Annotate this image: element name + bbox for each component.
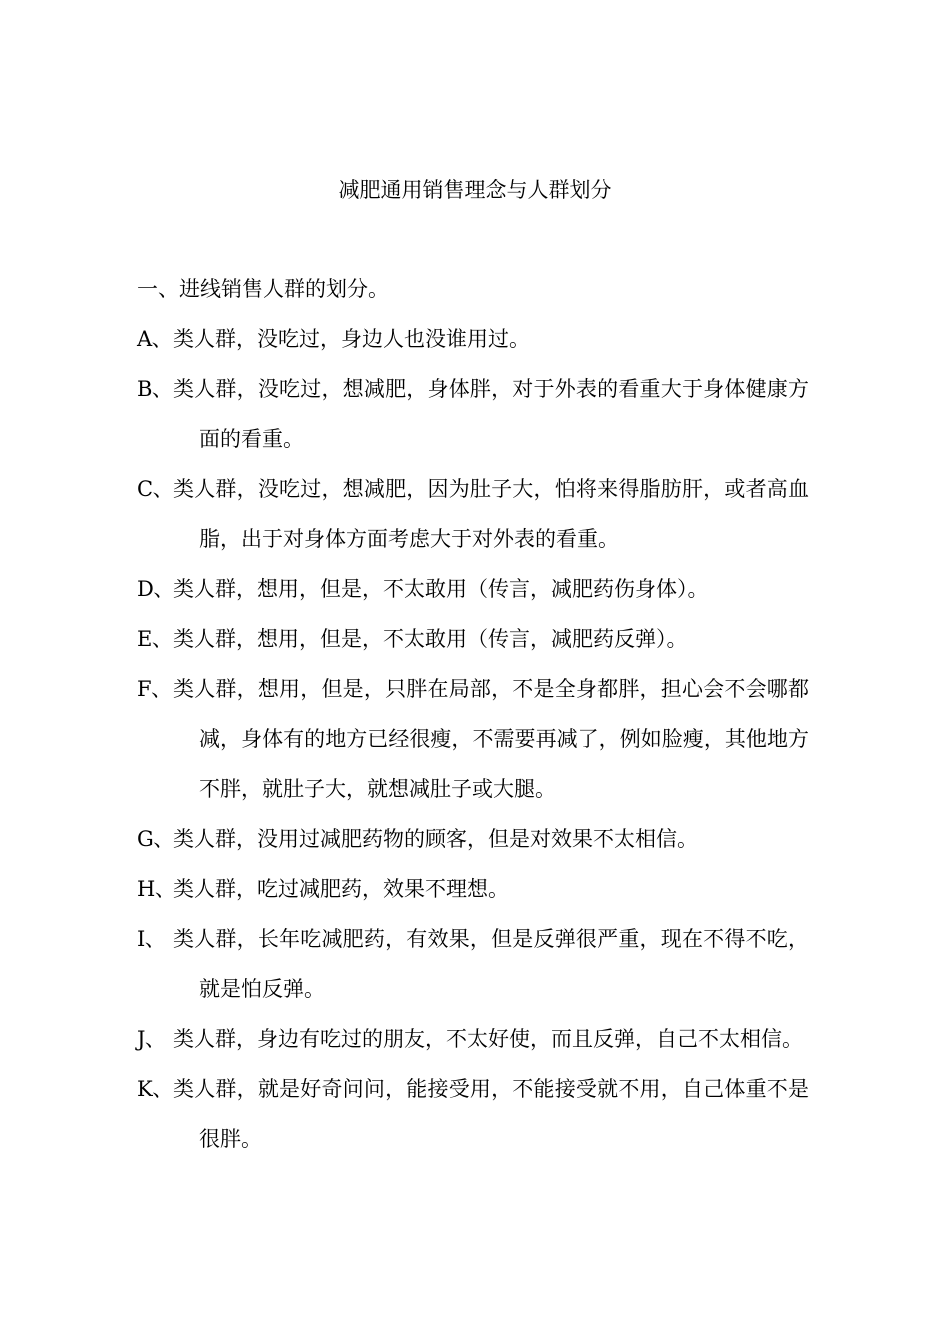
list-item bbox=[137, 1014, 809, 1064]
list-item-marker: I、 bbox=[137, 927, 166, 951]
document-title: 减肥通用销售理念与人群划分 bbox=[338, 178, 612, 202]
crowd-list bbox=[137, 314, 809, 1164]
list-item-marker: B、 bbox=[137, 377, 173, 401]
list-item bbox=[137, 864, 809, 914]
list-item bbox=[137, 564, 809, 614]
list-item-marker: F、 bbox=[137, 677, 172, 701]
list-item-text: 类人群，没用过减肥药物的顾客，但是对效果不太相信。 bbox=[173, 827, 698, 851]
list-item-text: 类人群，身边有吃过的朋友，不太好使，而且反弹，自己不太相信。 bbox=[173, 1027, 803, 1051]
list-item-text: 类人群，没吃过，想减肥，因为肚子大，怕将来得脂肪肝，或者高血脂，出于对身体方面考虑大于对外表的看重。 bbox=[173, 477, 809, 551]
list-item-marker: G、 bbox=[137, 827, 174, 851]
list-item bbox=[137, 914, 809, 1014]
list-item-text: 类人群，没吃过，想减肥，身体胖，对于外表的看重大于身体健康方面的看重。 bbox=[173, 377, 809, 451]
list-item bbox=[137, 814, 809, 864]
list-item-marker: E、 bbox=[137, 627, 173, 651]
list-item-marker: D、 bbox=[137, 577, 174, 601]
list-item bbox=[137, 464, 809, 564]
list-item-text: 类人群，没吃过，身边人也没谁用过。 bbox=[173, 327, 530, 351]
document-body bbox=[137, 264, 809, 1164]
list-item-text: 类人群，吃过减肥药，效果不理想。 bbox=[173, 877, 509, 901]
list-item-text: 类人群，想用，但是，只胖在局部，不是全身都胖，担心会不会哪都减，身体有的地方已经很瘦，不需要再减了，例如脸瘦，其他地方不胖，就肚子大，就想减肚子或大腿。 bbox=[173, 677, 809, 801]
list-item-text: 类人群，想用，但是，不太敢用（传言，减肥药伤身体）。 bbox=[173, 577, 709, 601]
list-item bbox=[137, 314, 809, 364]
section-heading: 一、进线销售人群的划分。 bbox=[137, 277, 389, 301]
list-item-marker: H、 bbox=[137, 877, 176, 901]
list-item bbox=[137, 1064, 809, 1164]
list-item-text: 类人群，就是好奇问问，能接受用，不能接受就不用，自己体重不是很胖。 bbox=[173, 1077, 809, 1151]
list-item bbox=[137, 664, 809, 814]
list-item-marker: K、 bbox=[137, 1077, 173, 1101]
list-item bbox=[137, 364, 809, 464]
list-item-text: 类人群，想用，但是，不太敢用（传言，减肥药反弹）。 bbox=[173, 627, 688, 651]
list-item-text: 类人群，长年吃减肥药，有效果，但是反弹很严重，现在不得不吃，就是怕反弹。 bbox=[173, 927, 809, 1001]
list-item-marker: J、 bbox=[137, 1027, 166, 1051]
list-item-marker: C、 bbox=[137, 477, 174, 501]
list-item-marker: A、 bbox=[137, 327, 173, 351]
list-item bbox=[137, 614, 809, 664]
